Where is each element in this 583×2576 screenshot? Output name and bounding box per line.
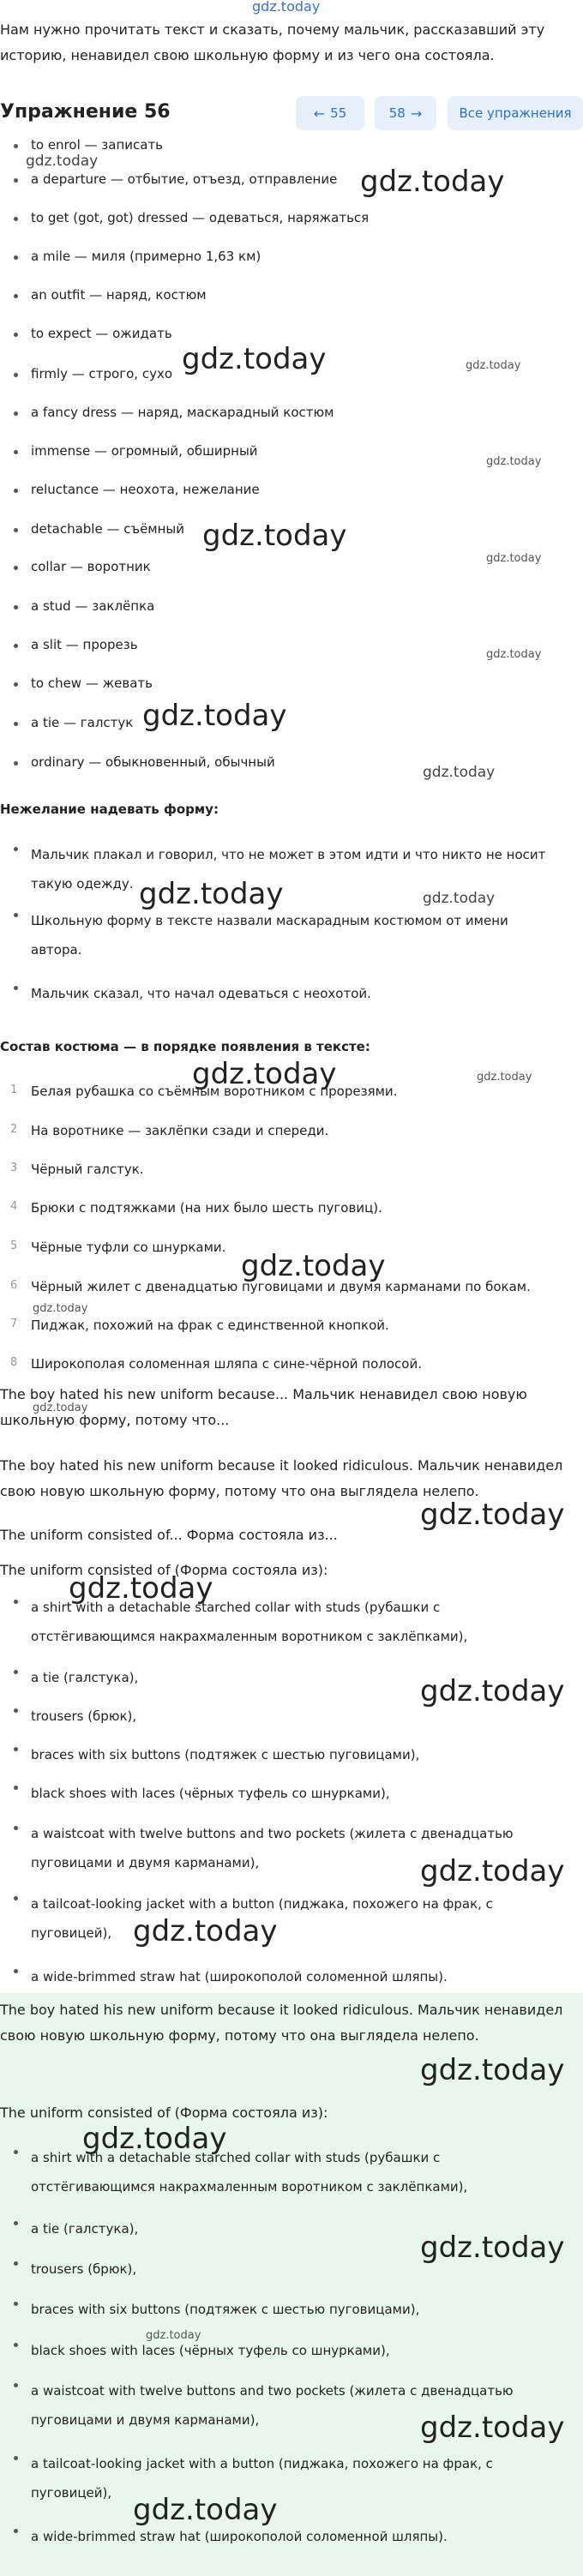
- list-item: to get (got, got) dressed — одеваться, наряжаться: [31, 210, 370, 225]
- arrow-right-icon: →: [410, 105, 423, 122]
- intro-text: Нам нужно прочитать текст и сказать, почему мальчик, рассказавший эту историю, ненавидел свою школьную форму и из чего она состояла.: [0, 21, 545, 63]
- watermark: gdz.today: [360, 165, 505, 199]
- next-exercise-label: 58: [388, 105, 406, 121]
- item-number: 5: [10, 1240, 18, 1252]
- all-exercises-label: Все упражнения: [459, 105, 572, 121]
- numbered-item: [10, 1162, 144, 1177]
- list-item: a wide-brimmed straw hat (широкополой соломенной шляпы).: [31, 1962, 562, 1991]
- watermark: gdz.today: [133, 2493, 278, 2527]
- numbered-item: [10, 1356, 422, 1372]
- list-item: detachable — съёмный: [31, 521, 185, 537]
- item-text: Широкополая соломенная шляпа с сине-чёрной полосой.: [31, 1356, 422, 1372]
- watermark: gdz.today: [192, 1057, 337, 1091]
- numbered-item: [10, 1200, 382, 1216]
- watermark: gdz.today: [477, 1071, 532, 1084]
- watermark: gdz.today: [146, 2329, 201, 2342]
- list-item: a tie (галстука),: [31, 1663, 562, 1692]
- list-item: braces with six buttons (подтяжек с шестью пуговицами),: [31, 1740, 562, 1769]
- exercise-header: [0, 96, 583, 134]
- item-text: Чёрные туфли со шнурками.: [31, 1240, 226, 1255]
- item-text: Пиджак, похожий на фрак с единственной кнопкой.: [31, 1318, 389, 1333]
- watermark: gdz.today: [423, 764, 496, 781]
- watermark: gdz.today: [202, 519, 347, 553]
- item-number: 8: [10, 1356, 18, 1369]
- section-title-reluctance: Нежелание надевать форму:: [0, 802, 219, 817]
- list-item: a tailcoat-looking jacket with a button (пиджака, похожего на фрак, с пуговицей),: [31, 1889, 562, 1948]
- list-item: a shirt with a detachable starched collar with studs (рубашки с отстёгивающимся накрахмаленным воротником с заклёпками),: [31, 2143, 562, 2201]
- highlighted-paragraph: The boy hated his new uniform because it looked ridiculous. Мальчик ненавидел свою новую школьную форму, потому что она выглядела нелепо.: [0, 2002, 563, 2044]
- watermark: gdz.today: [133, 1914, 278, 1949]
- watermark: gdz.today: [182, 342, 327, 376]
- watermark: gdz.today: [420, 1674, 565, 1708]
- list-item: immense — огромный, обширный: [31, 443, 258, 459]
- watermark: gdz.today: [420, 2231, 565, 2265]
- answer-paragraph: The uniform consisted of... Форма состояла из...: [0, 1527, 338, 1543]
- highlighted-paragraph: The uniform consisted of (Форма состояла из):: [0, 2105, 328, 2121]
- answer-paragraph: The boy hated his new uniform because... Мальчик ненавидел свою новую школьную форму, потому что...: [0, 1386, 527, 1428]
- list-item: Мальчик сказал, что начал одеваться с неохотой.: [31, 979, 562, 1008]
- list-item: to expect — ожидать: [31, 326, 172, 341]
- watermark: gdz.today: [486, 648, 542, 661]
- list-item: to enrol — записать: [31, 137, 164, 153]
- list-item: reluctance — неохота, нежелание: [31, 482, 260, 497]
- list-item: braces with six buttons (подтяжек с шестью пуговицами),: [31, 2295, 562, 2324]
- list-item: ordinary — обыкновенный, обычный: [31, 754, 275, 770]
- list-item: a shirt with a detachable starched collar with studs (рубашки с отстёгивающимся накрахмаленным воротником с заклёпками),: [31, 1593, 562, 1651]
- list-item: Мальчик плакал и говорил, что не может в этом идти и что никто не носит такую одежду.: [31, 840, 562, 898]
- list-item: a waistcoat with twelve buttons and two pockets (жилета с двенадцатью пуговицами и двумя карманами),: [31, 1819, 562, 1877]
- list-item: a tailcoat-looking jacket with a button (пиджака, похожего на фрак, с пуговицей),: [31, 2449, 562, 2507]
- numbered-item: [10, 1240, 226, 1255]
- watermark: gdz.today: [486, 552, 542, 565]
- watermark: gdz.today: [420, 2053, 565, 2087]
- list-item: black shoes with laces (чёрных туфель со шнурками),: [31, 1779, 562, 1808]
- prev-exercise-button[interactable]: [296, 96, 364, 130]
- watermark: gdz.today: [420, 1498, 565, 1532]
- section-title-costume: Состав костюма — в порядке появления в тексте:: [0, 1039, 370, 1054]
- item-text: Чёрный жилет с двенадцатью пуговицами и двумя карманами по бокам.: [31, 1279, 531, 1294]
- prev-exercise-label: 55: [330, 105, 347, 121]
- watermark: gdz.today: [142, 699, 287, 733]
- item-number: 1: [10, 1084, 18, 1096]
- watermark: gdz.today: [466, 359, 521, 372]
- page-title: Упражнение 56: [0, 101, 171, 123]
- item-number: 3: [10, 1162, 18, 1174]
- watermark: gdz.today: [69, 1571, 213, 1606]
- watermark: gdz.today: [486, 455, 542, 468]
- item-number: 7: [10, 1318, 18, 1330]
- watermark: gdz.today: [241, 1249, 386, 1283]
- list-item: a mile — миля (примерно 1,63 км): [31, 249, 261, 264]
- all-exercises-button[interactable]: [448, 96, 583, 130]
- watermark: gdz.today: [423, 890, 496, 907]
- list-item: a wide-brimmed straw hat (широкополой соломенной шляпы).: [31, 2522, 562, 2551]
- list-item: a departure — отбытие, отъезд, отправление: [31, 171, 338, 187]
- watermark: gdz.today: [82, 2122, 227, 2156]
- list-item: a slit — прорезь: [31, 637, 138, 652]
- numbered-item: [10, 1318, 389, 1333]
- list-item: firmly — строго, сухо: [31, 366, 172, 381]
- watermark: gdz.today: [33, 1402, 88, 1414]
- item-number: 6: [10, 1279, 18, 1292]
- list-item: collar — воротник: [31, 559, 151, 574]
- item-number: 4: [10, 1200, 18, 1213]
- watermark: gdz.today: [139, 877, 284, 911]
- list-item: trousers (брюк),: [31, 1702, 562, 1731]
- item-text: На воротнике — заклёпки сзади и спереди.: [31, 1123, 329, 1138]
- watermark: gdz.today: [26, 153, 99, 170]
- watermark: gdz.today: [252, 0, 321, 15]
- watermark: gdz.today: [420, 1854, 565, 1888]
- list-item: Школьную форму в тексте назвали маскарадным костюмом от имени автора.: [31, 906, 562, 964]
- list-item: a stud — заклёпка: [31, 598, 155, 614]
- watermark: gdz.today: [420, 2411, 565, 2445]
- item-text: Брюки с подтяжками (на них было шесть пуговиц).: [31, 1200, 382, 1216]
- item-number: 2: [10, 1123, 18, 1136]
- item-text: Чёрный галстук.: [31, 1162, 144, 1177]
- next-exercise-button[interactable]: [375, 96, 436, 130]
- answer-paragraph: The uniform consisted of (Форма состояла из):: [0, 1562, 328, 1578]
- list-item: a tie (галстука),: [31, 2214, 562, 2243]
- watermark: gdz.today: [33, 1302, 88, 1315]
- list-item: trousers (брюк),: [31, 2255, 562, 2284]
- list-item: a fancy dress — наряд, маскарадный костюм: [31, 405, 334, 420]
- list-item: a tie — галстук: [31, 715, 134, 730]
- item-text: Белая рубашка со съёмным воротником с прорезями.: [31, 1084, 398, 1099]
- numbered-item: [10, 1123, 329, 1138]
- list-item: black shoes with laces (чёрных туфель со шнурками),: [31, 2336, 562, 2365]
- list-item: a waistcoat with twelve buttons and two pockets (жилета с двенадцатью пуговицами и двумя карманами),: [31, 2376, 562, 2435]
- answer-paragraph: The boy hated his new uniform because it looked ridiculous. Мальчик ненавидел свою новую школьную форму, потому что она выглядела нелепо.: [0, 1457, 563, 1499]
- arrow-left-icon: ←: [313, 105, 326, 122]
- list-item: an outfit — наряд, костюм: [31, 287, 207, 303]
- list-item: to chew — жевать: [31, 676, 153, 691]
